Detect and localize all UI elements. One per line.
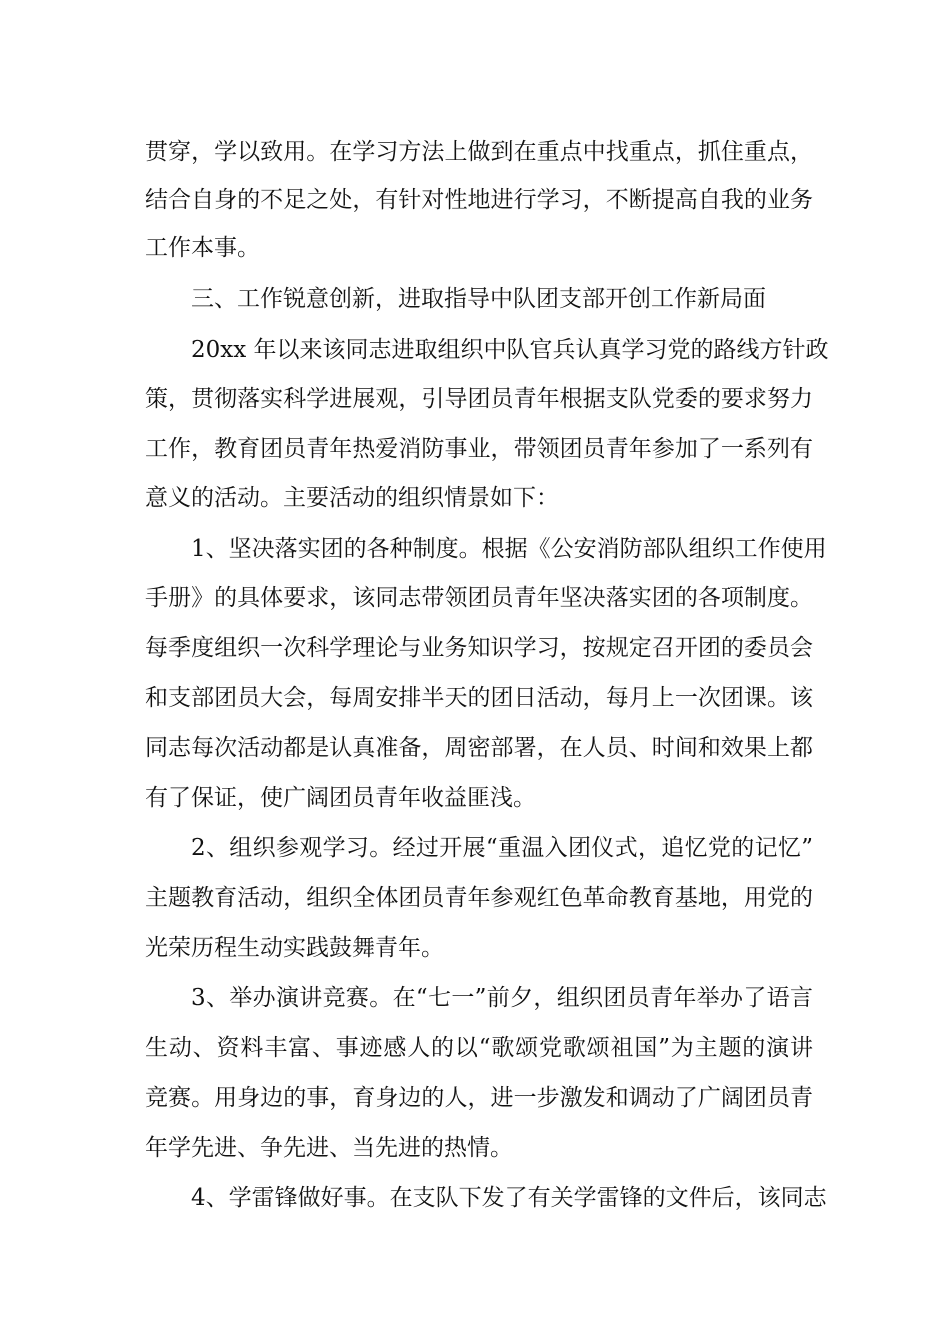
text-line: 工作，教育团员青年热爱消防事业，带领团员青年参加了一系列有	[145, 436, 813, 462]
text-line: 手册》的具体要求，该同志带领团员青年坚决落实团的各项制度。	[145, 585, 813, 611]
text-line: 和支部团员大会，每周安排半天的团日活动，每月上一次团课。该	[145, 685, 813, 711]
text-line: 3、举办演讲竞赛。在“七一”前夕，组织团员青年举办了语言	[191, 985, 813, 1011]
text-line: 1、坚决落实团的各种制度。根据《公安消防部队组织工作使用	[191, 536, 827, 562]
text-line: 年学先进、争先进、当先进的热情。	[145, 1135, 513, 1161]
text-line: 工作本事。	[145, 235, 260, 261]
text-line: 结合自身的不足之处，有针对性地进行学习，不断提高自我的业务	[145, 187, 813, 213]
text-line: 生动、资料丰富、事迹感人的以“歌颂党歌颂祖国”为主题的演讲	[145, 1035, 813, 1061]
section-heading: 三、工作锐意创新，进取指导中队团支部开创工作新局面	[191, 286, 766, 312]
text-line: 策，贯彻落实科学进展观，引导团员青年根据支队党委的要求努力	[145, 386, 813, 412]
text-line: 主题教育活动，组织全体团员青年参观红色革命教育基地，用党的	[145, 885, 813, 911]
text-line: 20xx 年以来该同志进取组织中队官兵认真学习党的路线方针政	[191, 337, 829, 363]
text-line: 有了保证，使广阔团员青年收益匪浅。	[145, 785, 536, 811]
text-line: 2、组织参观学习。经过开展“重温入团仪式，追忆党的记忆”	[191, 835, 813, 861]
text-line: 竞赛。用身边的事，育身边的人，进一步激发和调动了广阔团员青	[145, 1085, 813, 1111]
text-line: 4、学雷锋做好事。在支队下发了有关学雷锋的文件后，该同志	[191, 1185, 827, 1211]
text-line: 贯穿，学以致用。在学习方法上做到在重点中找重点，抓住重点，	[145, 139, 813, 165]
text-line: 每季度组织一次科学理论与业务知识学习，按规定召开团的委员会	[145, 635, 813, 661]
text-line: 同志每次活动都是认真准备，周密部署，在人员、时间和效果上都	[145, 735, 813, 761]
text-line: 意义的活动。主要活动的组织情景如下：	[145, 485, 559, 511]
text-line: 光荣历程生动实践鼓舞青年。	[145, 935, 444, 961]
